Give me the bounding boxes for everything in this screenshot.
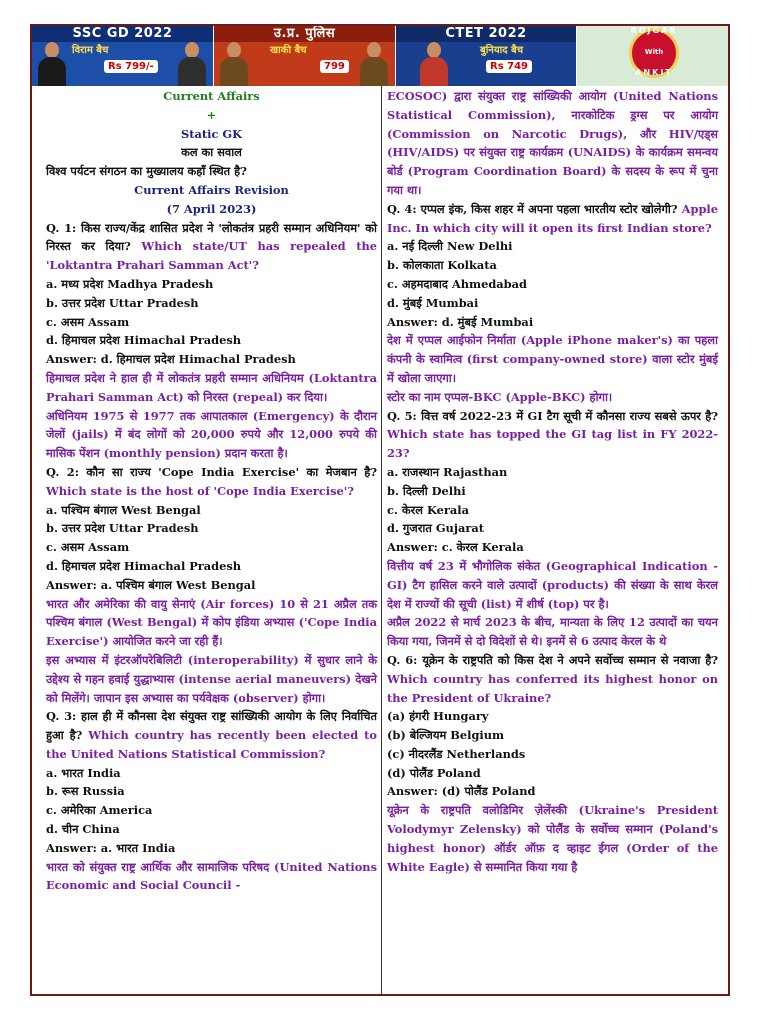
option: (c) नीदरलैंड Netherlands bbox=[387, 746, 526, 761]
question-english: Which state/UT has repealed the 'Loktantra Prahari Samman Act'? bbox=[46, 239, 377, 273]
option: c. अहमदाबाद Ahmedabad bbox=[387, 276, 527, 291]
option: c. असम Assam bbox=[46, 314, 130, 329]
option: a. पश्चिम बंगाल West Bengal bbox=[46, 502, 201, 517]
banner-title: SSC GD 2022 bbox=[32, 26, 213, 42]
question-english: Which country has conferred its highest honor on the President of Ukraine? bbox=[387, 671, 718, 705]
option: b. उत्तर प्रदेश Uttar Pradesh bbox=[46, 295, 199, 310]
explanation: ECOSOC) द्वारा संयुक्त राष्ट्र सांख्यिकी आयोग (United Nations Statistical Commission), नारकोटिक ड्रग्स पर आयोग (Commission on Narcotic Drugs), और HIV/एड्स (HIV/AIDS) पर संयुक्त राष्ट्र कार्यक्रम (UNAIDS) के कार्यक्रम समन्वय बोर्ड (Program Coordination Board) के सदस्य के रूप में चुना गया था। bbox=[387, 89, 718, 197]
option: d. गुजरात Gujarat bbox=[387, 521, 484, 536]
explanation: हिमाचल प्रदेश ने हाल ही में लोकतंत्र प्रहरी सम्मान अधिनियम (Loktantra Prahari Samman Act) को निरस्त (repeal) कर दिया। bbox=[46, 370, 377, 404]
explanation: अप्रैल 2022 से मार्च 2023 के बीच, मान्यता के लिए 12 उत्पादों का चयन किया गया, जिनमें से दो विदेशों से थे। इनमें से 6 उत्पाद केरल के थे bbox=[387, 615, 718, 649]
question-4 bbox=[387, 200, 718, 238]
option: (b) बेल्जियम Belgium bbox=[387, 728, 505, 743]
answer: Answer: a. पश्चिम बंगाल West Bengal bbox=[46, 577, 256, 592]
left-column bbox=[46, 87, 377, 895]
option: (d) पोलैंड Poland bbox=[387, 765, 481, 780]
teacher-image bbox=[220, 42, 248, 86]
answer: Answer: c. केरल Kerala bbox=[387, 540, 524, 555]
right-column bbox=[387, 87, 718, 876]
option: a. मध्य प्रदेश Madhya Pradesh bbox=[46, 276, 214, 291]
teacher-image bbox=[420, 42, 448, 86]
option: c. अमेरिका America bbox=[46, 803, 153, 818]
explanation: भारत को संयुक्त राष्ट्र आर्थिक और सामाजिक परिषद (United Nations Economic and Social Council - bbox=[46, 859, 377, 893]
banner-price: Rs 799/- bbox=[104, 60, 158, 73]
explanation: वित्तीय वर्ष 23 में भौगोलिक संकेत (Geographical Indication - GI) टैग हासिल करने वाले उत्पादों (products) की संख्या के साथ केरल देश में राज्यों की सूची (list) में शीर्ष (top) पर है। bbox=[387, 558, 718, 611]
explanation: अधिनियम 1975 से 1977 तक आपातकाल (Emergency) के दौरान जेलों (jails) में बंद लोगों को 20,000 रुपये और 12,000 रुपये की मासिक पेंशन (monthly pension) प्रदान करता है। bbox=[46, 408, 377, 461]
answer: Answer: (d) पोलैंड Poland bbox=[387, 784, 536, 799]
question-english: Which state has topped the GI tag list in FY 2022-23? bbox=[387, 427, 718, 461]
banner-subtitle: विराम बैच bbox=[72, 45, 109, 56]
option: b. रूस Russia bbox=[46, 784, 125, 799]
banner-title: CTET 2022 bbox=[396, 26, 576, 42]
question-hindi: Q. 4: एप्पल इंक, किस शहर में अपना पहला भारतीय स्टोर खोलेगी? bbox=[387, 201, 678, 216]
question-1 bbox=[46, 219, 377, 275]
option: (a) हंगरी Hungary bbox=[387, 709, 489, 724]
promo-banner[interactable] bbox=[32, 26, 728, 86]
plus-sign: + bbox=[206, 107, 217, 122]
logo-text-top: ROJGAR bbox=[630, 26, 678, 35]
question-3 bbox=[46, 707, 377, 763]
explanation: देश में एप्पल आईफोन निर्माता (Apple iPhone maker's) का पहला कंपनी के स्वामित्व (first company-owned store) वाला स्टोर मुंबई में खोला जाएगा। bbox=[387, 333, 718, 385]
option: c. केरल Kerala bbox=[387, 502, 469, 517]
question-english: Apple Inc. In which city will it open its first Indian store? bbox=[387, 201, 718, 235]
banner-price: Rs 749 bbox=[486, 60, 532, 73]
explanation: इस अभ्यास में इंटरऑपरेबिलिटी (interoperability) में सुधार लाने के उद्देश्य से गहन हवाई युद्धाभ्यास (intense aerial maneuvers) देखने को मिलेंगे। जापान इस अभ्यास का पर्यवेक्षक (observer) होगा। bbox=[46, 652, 377, 705]
logo-text-bottom: ANKIT bbox=[635, 68, 673, 77]
answer: Answer: d. मुंबई Mumbai bbox=[387, 314, 534, 329]
question-hindi: Q. 5: वित्त वर्ष 2022-23 में GI टैग सूची में कौनसा राज्य सबसे ऊपर है? bbox=[387, 408, 718, 423]
question-5 bbox=[387, 407, 718, 463]
answer: Answer: d. हिमाचल प्रदेश Himachal Pradesh bbox=[46, 352, 296, 367]
question-hindi: Q. 6: यूक्रेन के राष्ट्रपति को किस देश ने अपने सर्वोच्च सम्मान से नवाजा है? bbox=[387, 652, 718, 667]
teacher-image bbox=[178, 42, 206, 86]
banner-ssc-gd[interactable] bbox=[32, 26, 213, 86]
teacher-image bbox=[38, 42, 66, 86]
banner-up-police[interactable] bbox=[214, 26, 395, 86]
question-hindi: Q. 1: किस राज्य/केंद्र शासित प्रदेश ने 'लोकतंत्र प्रहरी सम्मान अधिनियम' को निरस्त कर दिया? bbox=[46, 220, 377, 254]
option: b. दिल्ली Delhi bbox=[387, 483, 466, 498]
banner-price: 799 bbox=[320, 60, 349, 73]
option: a. नई दिल्ली New Delhi bbox=[387, 239, 513, 254]
question-2 bbox=[46, 463, 377, 501]
explanation: भारत और अमेरिका की वायु सेनाएं (Air forces) 10 से 21 अप्रैल तक पश्चिम बंगाल (West Bengal) में कोप इंडिया अभ्यास ('Cope India Exercise') आयोजित करने जा रही हैं। bbox=[46, 596, 377, 649]
banner-ctet[interactable] bbox=[396, 26, 576, 86]
teacher-image bbox=[360, 42, 388, 86]
rojgar-logo bbox=[577, 26, 728, 86]
revision-title: Current Affairs Revision bbox=[134, 182, 289, 197]
option: d. चीन China bbox=[46, 822, 120, 837]
option: c. असम Assam bbox=[46, 540, 130, 555]
section-heading: Current Affairs bbox=[163, 89, 260, 103]
option: d. मुंबई Mumbai bbox=[387, 295, 479, 310]
revision-date: (7 April 2023) bbox=[166, 201, 257, 216]
banner-title: उ.प्र. पुलिस bbox=[214, 26, 395, 42]
column-divider bbox=[381, 86, 382, 996]
question-hindi: Q. 2: कौन सा राज्य 'Cope India Exercise' का मेजबान है? bbox=[46, 464, 377, 479]
option: d. हिमाचल प्रदेश Himachal Pradesh bbox=[46, 333, 242, 348]
option: a. भारत India bbox=[46, 765, 121, 780]
question-english: Which state is the host of 'Cope India Exercise'? bbox=[46, 483, 354, 498]
question-6 bbox=[387, 651, 718, 707]
explanation: यूक्रेन के राष्ट्रपति वलोडिमिर ज़ेलेंस्की (Ukraine's President Volodymyr Zelensky) को पोलैंड के सर्वोच्च सम्मान (Poland's highest honor) ऑर्डर ऑफ़ द व्हाइट ईगल (Order of the White Eagle) से सम्मानित किया गया है bbox=[387, 803, 718, 874]
option: a. राजस्थान Rajasthan bbox=[387, 464, 508, 479]
option: d. हिमाचल प्रदेश Himachal Pradesh bbox=[46, 558, 242, 573]
page bbox=[30, 24, 730, 996]
question-english: Which country has recently been elected to the United Nations Statistical Commission? bbox=[46, 728, 377, 761]
answer: Answer: a. भारत India bbox=[46, 840, 176, 855]
yesterday-question-label: कल का सवाल bbox=[181, 145, 242, 160]
question-hindi: Q. 3: हाल ही में कौनसा देश संयुक्त राष्ट्र सांख्यिकी आयोग के लिए निर्वाचित हुआ है? bbox=[46, 709, 377, 743]
section-heading: Static GK bbox=[181, 126, 242, 141]
explanation: स्टोर का नाम एप्पल-BKC (Apple-BKC) होगा। bbox=[387, 389, 613, 404]
yesterday-question: विश्व पर्यटन संगठन का मुख्यालय कहाँ स्थित है? bbox=[46, 164, 247, 179]
option: b. कोलकाता Kolkata bbox=[387, 258, 497, 273]
banner-subtitle: बुनियाद बैच bbox=[480, 45, 524, 56]
option: b. उत्तर प्रदेश Uttar Pradesh bbox=[46, 521, 199, 536]
banner-subtitle: खाकी बैच bbox=[270, 45, 307, 56]
logo-text-mid: With bbox=[644, 48, 664, 56]
